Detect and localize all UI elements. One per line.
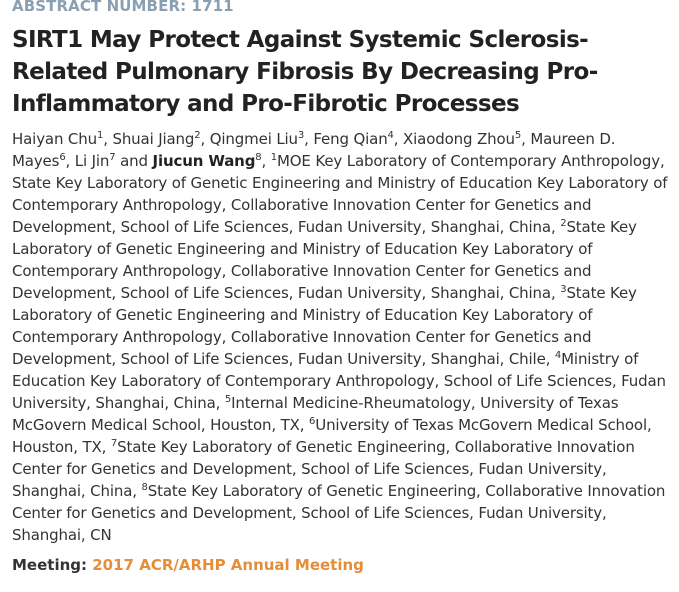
author-name: Maureen D. Mayes (12, 130, 616, 170)
affiliation-text: MOE Key Laboratory of Contemporary Anthropology, State Key Laboratory of Genetic Engineering and Ministry of Education Key Laboratory of Contemporary Anthropology, Collaborative Innovation Center for Genetics and Development, School of Life Sciences, Fudan University, Shanghai, China (12, 152, 668, 236)
author-sup: 6 (59, 152, 66, 163)
affiliation-sup: 1 (270, 152, 277, 163)
author-sup: 3 (297, 130, 305, 141)
author-sup: 8 (255, 152, 262, 163)
author-sup: 1 (96, 130, 104, 141)
affiliation-text: University of Texas McGovern Medical School, Houston, TX (12, 416, 652, 456)
affiliation-sup: 5 (224, 394, 232, 405)
author-sup: 2 (194, 130, 201, 141)
affiliation-text: Internal Medicine-Rheumatology, University of Texas McGovern Medical School, Houston, TX (12, 394, 619, 434)
affiliation-text: State Key Laboratory of Genetic Engineering and Ministry of Education Key Laboratory of Contemporary Anthropology, Collaborative Innovation Center for Genetics and Development, School of Life Sciences, Fudan University, Shanghai, China (12, 218, 637, 302)
presenting-author-name: Jiucun Wang (152, 152, 256, 170)
affiliation-sup: 4 (554, 350, 562, 361)
meeting-link[interactable]: 2017 ACR/ARHP Annual Meeting (92, 556, 364, 574)
author-name: Shuai Jiang (112, 130, 195, 148)
author-name: Qingmei Liu (209, 130, 298, 148)
meeting-line (12, 554, 674, 576)
affiliation-text: State Key Laboratory of Genetic Engineering, Collaborative Innovation Center for Genetics and Development, School of Life Sciences, Fudan University, Shanghai, China (12, 438, 635, 500)
meeting-label: Meeting: (12, 556, 87, 574)
author-sup: 4 (387, 130, 394, 141)
authors-affiliations: Haiyan Chu$^1$, Shuai Jiang$^2$, Qingmei Liu$^3$, Feng Qian$^4$, Xiaodong Zhou$^5$, Maureen D. Mayes$^6$, Li Jin$^7$ and Jiucun Wang$^8$, $^1$MOE Key Laboratory of Contemporary Anthropology, State Key Laboratory of Genetic Engineering and Ministry of Education Key Laboratory of Contemporary Anthropology, Collaborative Innovation Center for Genetics and Development, School of Life Sciences, Fudan University, Shanghai, China, $^2$State Key Laboratory of Genetic Engineering and Ministry of Education Key Laboratory of Contemporary Anthropology, Collaborative Innovation Center for Genetics and Development, School of Life Sciences, Fudan University, Shanghai, China, $^3$State Key Laboratory of Genetic Engineering and Ministry of Education Key Laboratory of Contemporary Anthropology, Collaborative Innovation Center for Genetics and Development, School of Life Sciences, Fudan University, Shanghai, Chile, $^4$Ministry of Education Key Laboratory of Contemporary Anthropology, School of Life Sciences, Fudan University, Shanghai, China, $^5$Internal Medicine-Rheumatology, University of Texas McGovern Medical School, Houston, TX, $^6$University of Texas McGovern Medical School, Houston, TX, $^7$State Key Laboratory of Genetic Engineering, Collaborative Innovation Center for Genetics and Development, School of Life Sciences, Fudan University, Shanghai, China, $^8$State Key Laboratory of Genetic Engineering, Collaborative Innovation Center for Genetics and Development, School of Life Sciences, Fudan University, Shanghai, CN (12, 130, 668, 544)
author-sup: 7 (109, 152, 116, 163)
author-name: Xiaodong Zhou (403, 130, 515, 148)
affiliation-sup: 3 (560, 284, 567, 295)
author-name: Haiyan Chu (12, 130, 97, 148)
abstract-page (12, 0, 674, 576)
affiliation-sup: 2 (560, 218, 567, 229)
affiliation-text: Ministry of Education Key Laboratory of Contemporary Anthropology, School of Life Sciences, Fudan University, Shanghai, China (12, 350, 666, 412)
author-name: Feng Qian (313, 130, 388, 148)
affiliation-text: State Key Laboratory of Genetic Engineering, Collaborative Innovation Center for Genetics and Development, School of Life Sciences, Fudan University, Shanghai, CN (12, 482, 666, 544)
abstract-title: SIRT1 May Protect Against Systemic Sclerosis-Related Pulmonary Fibrosis By Decreasing Pro-Inflammatory and Pro-Fibrotic Processes (12, 27, 598, 117)
and-word: and (115, 152, 153, 170)
affiliation-sup: 7 (110, 438, 118, 449)
affiliation-sup: 6 (309, 416, 316, 427)
author-name: Li Jin (74, 152, 110, 170)
affiliation-text: State Key Laboratory of Genetic Engineering and Ministry of Education Key Laboratory of Contemporary Anthropology, Collaborative Innovation Center for Genetics and Development, School of Life Sciences, Fudan University, Shanghai, Chile (12, 284, 637, 368)
affiliation-sup: 8 (141, 482, 148, 493)
author-sup: 5 (514, 130, 522, 141)
abstract-number: ABSTRACT NUMBER: 1711 (12, 0, 234, 15)
